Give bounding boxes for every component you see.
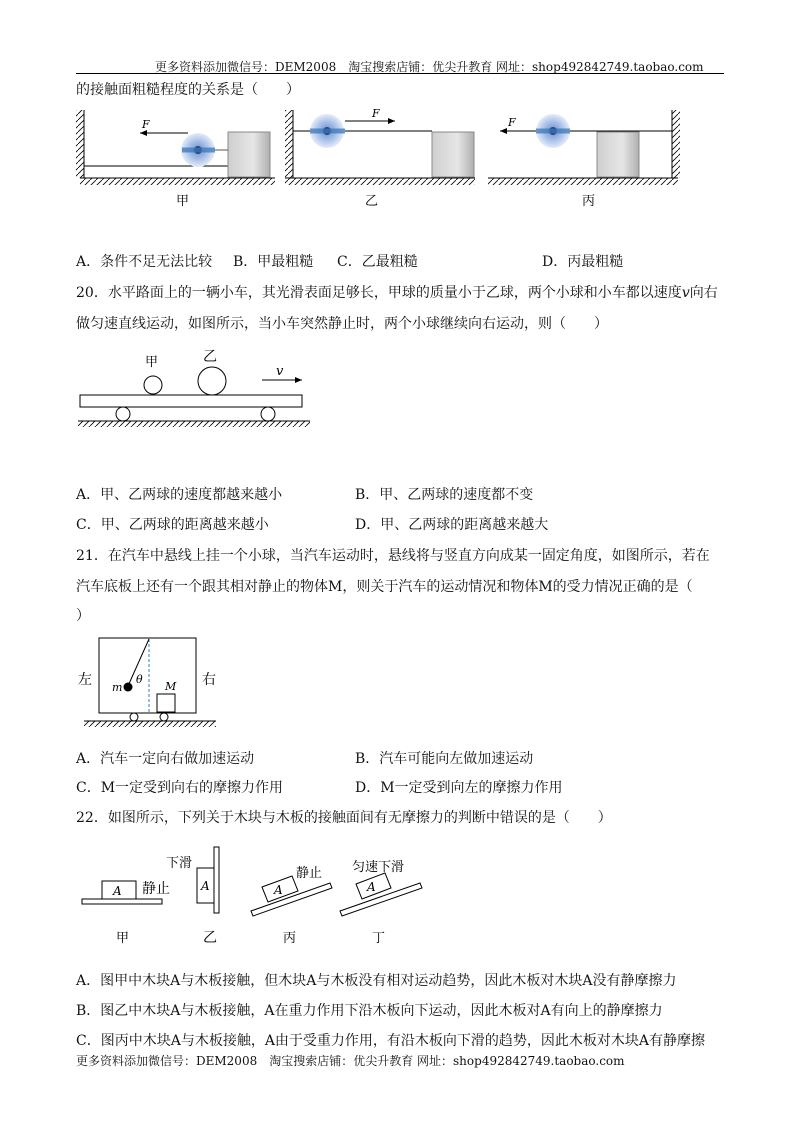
svg-text:静止: 静止: [142, 881, 170, 897]
svg-text:乙: 乙: [203, 930, 217, 946]
svg-text:甲: 甲: [145, 355, 159, 370]
q19-option-c: C．乙最粗糙: [337, 254, 418, 270]
svg-text:F: F: [508, 116, 516, 129]
q21-stem-line2: 汽车底板上还有一个跟其相对静止的物体M，则关于汽车的运动情况和物体M的受力情况正确的是（: [76, 579, 693, 595]
q19-label-yi: 乙: [365, 194, 379, 209]
q22-option-a: A．图甲中木块A与木板接触，但木块A与木板没有相对运动趋势，因此木板对木块A没有静摩擦力: [76, 973, 677, 989]
q20-stem-line2: 做匀速直线运动，如图所示，当小车突然静止时，两个小球继续向右运动，则（ ）: [76, 316, 608, 332]
svg-text:θ: θ: [136, 673, 143, 686]
q19-tail: 的接触面粗糙程度的关系是（ ）: [76, 82, 300, 98]
q22-stem: 22．如图所示，下列关于木块与木板的接触面间有无摩擦力的判断中错误的是（ ）: [76, 810, 612, 826]
q22-option-c: C．图丙中木块A与木板接触，A由于受重力作用，有沿木板向下滑的趋势，因此木板对木块A有静摩擦: [76, 1033, 706, 1049]
q20-option-b: B．甲、乙两球的速度都不变: [355, 487, 534, 503]
q22-option-b: B．图乙中木块A与木板接触，A在重力作用下沿木板向下运动，因此木板对A有向上的静摩擦力: [76, 1003, 663, 1019]
q20-stem-line1: 20．水平路面上的一辆小车，其光滑表面足够长，甲球的质量小于乙球，两个小球和小车都以速度v向右: [76, 285, 718, 301]
svg-text:A: A: [113, 884, 122, 898]
svg-text:丁: 丁: [372, 931, 386, 946]
q19-label-jia: 甲: [176, 194, 190, 209]
q20-option-d: D．甲、乙两球的距离越来越大: [355, 517, 549, 533]
svg-text:F: F: [372, 107, 380, 120]
svg-text:甲: 甲: [116, 931, 130, 946]
q21-option-b: B．汽车可能向左做加速运动: [355, 751, 534, 767]
svg-text:v: v: [276, 364, 284, 379]
page-header: 更多资料添加微信号：DEM2008 淘宝搜索店铺：优尖升教育 网址：shop492842749.taobao.com: [155, 60, 704, 74]
q19-option-a: A．条件不足无法比较: [76, 254, 213, 270]
q20-option-c: C．甲、乙两球的距离越来越小: [76, 517, 269, 533]
svg-text:m: m: [112, 681, 123, 694]
svg-text:F: F: [142, 118, 150, 131]
q21-stem-line1: 21．在汽车中悬线上挂一个小球，当汽车运动时，悬线将与竖直方向成某一固定角度，如图所示，若在: [76, 548, 710, 564]
svg-text:静止: 静止: [296, 866, 323, 881]
svg-text:匀速下滑: 匀速下滑: [352, 860, 405, 875]
svg-text:下滑: 下滑: [166, 856, 193, 871]
svg-text:M: M: [165, 680, 177, 693]
svg-text:A: A: [367, 880, 376, 894]
svg-text:丙: 丙: [283, 931, 297, 946]
page-footer: 更多资料添加微信号：DEM2008 淘宝搜索店铺：优尖升教育 网址：shop492842749.taobao.com: [76, 1054, 625, 1068]
svg-text:A: A: [274, 883, 283, 897]
q19-option-d: D．丙最粗糙: [542, 254, 624, 270]
svg-text:左: 左: [78, 672, 92, 688]
q21-stem-line3: ）: [76, 608, 90, 624]
q19-label-bing: 丙: [582, 194, 596, 209]
svg-text:右: 右: [202, 672, 216, 688]
q19-option-b: B．甲最粗糙: [233, 254, 314, 270]
svg-text:A: A: [201, 879, 210, 893]
q21-option-a: A．汽车一定向右做加速运动: [76, 751, 255, 767]
q20-option-a: A．甲、乙两球的速度都越来越小: [76, 487, 283, 503]
q21-option-c: C．M一定受到向右的摩擦力作用: [76, 780, 284, 796]
svg-text:乙: 乙: [203, 349, 217, 365]
q21-option-d: D．M一定受到向左的摩擦力作用: [355, 780, 563, 796]
